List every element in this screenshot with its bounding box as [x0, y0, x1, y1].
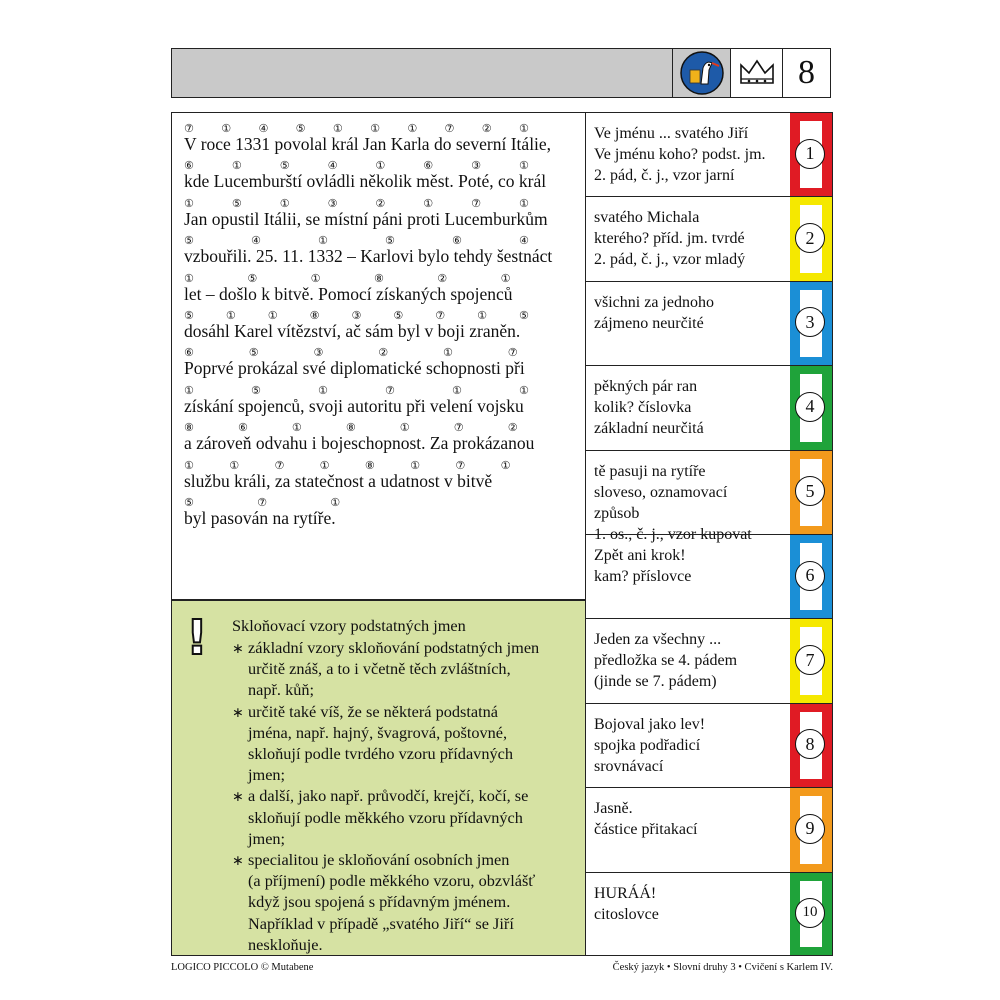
word-class-row	[585, 534, 833, 618]
word-class-mark: ①	[184, 196, 194, 210]
word-class-marks	[184, 421, 584, 433]
color-bar	[790, 282, 832, 365]
word-class-mark: ①	[279, 196, 290, 210]
word-class-mark: ⑥	[184, 159, 194, 173]
row-number: 4	[795, 392, 825, 422]
story-line: kde Lucemburští ovládli několik měst. Poté, co král	[184, 171, 547, 192]
word-class-row	[585, 787, 833, 871]
tip-line: neskloňuje.	[248, 934, 323, 954]
footer-right: Český jazyk • Slovní druhy 3 • Cvičení s Karlem IV.	[612, 962, 833, 973]
word-class-mark: ①	[370, 122, 380, 135]
word-class-mark: ③	[327, 196, 338, 210]
tip-line: specialitou je skloňování osobních jmen	[248, 850, 510, 869]
story-line: V roce 1331 povolal král Jan Karla do severní Itálie,	[184, 134, 552, 154]
tip-line: když jsou spojená s přídavným jménem.	[248, 892, 511, 912]
word-class-mark: ①	[519, 122, 529, 135]
story-line: službu králi, za statečnost a udatnost v bitvě	[184, 470, 493, 491]
word-class-mark: ④	[327, 159, 338, 173]
word-class-marks	[184, 272, 584, 284]
tip-line: základní vzory skloňování podstatných jmen	[248, 638, 540, 657]
word-class-mark: ④	[251, 234, 261, 248]
word-class-mark: ⑥	[237, 421, 248, 435]
tip-line: (a příjmení) podle měkkého vzoru, obzvlášť	[248, 871, 536, 891]
word-class-mark: ①	[477, 309, 487, 322]
row-number: 10	[795, 898, 825, 928]
word-class-mark: ⑧	[345, 421, 356, 435]
word-class-mark: ④	[519, 234, 529, 248]
word-class-mark: ①	[442, 346, 453, 360]
word-class-marks	[184, 122, 584, 134]
word-class-mark: ①	[410, 458, 421, 472]
tip-line: určitě také víš, že se některá podstatná	[248, 701, 498, 721]
word-class-mark: ⑤	[519, 309, 529, 322]
story-line: let – došlo k bitvě. Pomocí získaných spojenců	[184, 283, 513, 304]
word-class-row	[585, 703, 833, 787]
word-class-mark: ①	[225, 309, 236, 322]
word-class-mark: ⑤	[295, 122, 306, 135]
word-class-marks	[184, 309, 584, 321]
word-class-mark: ⑦	[435, 309, 446, 322]
row-text: Zpět ani krok! kam? příslovce	[594, 547, 692, 585]
story-line: a zároveň odvahu i bojeschopnost. Za prokázanou	[184, 433, 535, 454]
word-class-mark: ⑦	[184, 122, 194, 135]
row-number: 1	[795, 139, 825, 169]
tip-line: a další, jako např. průvodčí, krejčí, kočí, se	[248, 786, 529, 806]
word-class-row	[585, 112, 833, 196]
word-class-mark: ①	[231, 159, 242, 173]
row-text: HURÁÁ! citoslovce	[594, 884, 659, 923]
crown-cell	[730, 49, 782, 97]
row-number: 5	[795, 476, 825, 506]
word-class-mark: ⑥	[184, 346, 194, 360]
word-class-mark: ⑦	[385, 383, 395, 397]
word-class-mark: ①	[452, 383, 462, 397]
word-class-row	[585, 450, 833, 543]
footer-left: LOGICO PICCOLO © Mutabene	[171, 962, 314, 973]
story-line: získání spojenců, svoji autoritu při velení vojsku	[184, 395, 524, 416]
color-bar	[790, 873, 832, 955]
color-bar	[790, 113, 832, 196]
word-class-mark: ⑤	[385, 234, 395, 248]
row-number: 6	[795, 561, 825, 591]
word-class-row	[585, 281, 833, 365]
row-text: Bojoval jako lev! spojka podřadicí srovnávací	[594, 715, 706, 775]
bullet-icon: ∗	[232, 789, 244, 806]
word-class-mark: ①	[229, 458, 240, 472]
word-class-mark: ⑦	[455, 458, 466, 472]
crown-icon	[737, 57, 777, 89]
word-class-mark: ⑧	[184, 421, 194, 435]
row-number: 7	[795, 645, 825, 675]
word-class-mark: ①	[319, 458, 330, 472]
word-class-mark: ①	[399, 421, 410, 435]
word-class-mark: ②	[375, 196, 386, 210]
row-text: tě pasuji na rytíře sloveso, oznamovací způsob 1. os., č. j., vzor kupovat	[594, 462, 752, 543]
word-class-mark: ①	[267, 309, 278, 322]
word-class-mark: ⑤	[247, 271, 258, 285]
word-class-mark: ①	[318, 234, 328, 248]
color-bar	[790, 704, 832, 787]
tip-line: skloňují podle měkkého vzoru přídavných	[248, 807, 523, 827]
word-class-row	[585, 196, 833, 280]
row-number: 9	[795, 814, 825, 844]
word-class-mark: ①	[375, 159, 386, 173]
logo-cell	[672, 49, 730, 97]
tip-line: jména, např. hajný, švagrová, poštovné,	[248, 722, 508, 742]
row-text: všichni za jednoho zájmeno neurčité	[594, 293, 714, 332]
word-class-row	[585, 365, 833, 449]
word-class-mark: ①	[291, 421, 302, 435]
color-bar	[790, 451, 832, 534]
word-class-marks	[184, 384, 584, 396]
word-class-mark: ①	[332, 122, 343, 135]
tip-line: např. kůň;	[248, 680, 315, 700]
word-class-mark: ⑧	[373, 271, 384, 285]
word-class-mark: ①	[318, 383, 328, 397]
word-class-mark: ②	[378, 346, 389, 360]
word-class-mark: ④	[258, 122, 269, 135]
word-class-mark: ⑦	[453, 421, 464, 435]
word-class-mark: ⑤	[279, 159, 290, 173]
word-class-mark: ②	[507, 421, 518, 435]
bullet-icon: ∗	[232, 641, 244, 657]
row-text: Ve jménu ... svatého Jiří Ve jménu koho? podst. jm. 2. pád, č. j., vzor jarní	[594, 125, 766, 184]
word-class-mark: ⑤	[251, 383, 261, 397]
tip-line: určitě znáš, a to i včetně těch zvláštních,	[248, 659, 511, 679]
word-class-marks	[184, 459, 584, 471]
word-class-mark: ⑧	[364, 458, 375, 472]
word-class-mark: ⑤	[184, 496, 194, 509]
word-class-mark: ⑦	[274, 458, 285, 472]
page-header	[171, 48, 831, 98]
page-number: 8	[782, 49, 830, 97]
row-text: Jasně. částice přitakací	[594, 800, 698, 839]
word-class-mark: ⑦	[444, 122, 455, 135]
word-class-mark: ②	[481, 122, 492, 135]
tip-line: jmen;	[248, 828, 286, 848]
row-text: Jeden za všechny ... předložka se 4. pádem (jinde se 7. pádem)	[594, 631, 738, 691]
story-line: dosáhl Karel vítězství, ač sám byl v boji zraněn.	[184, 321, 521, 341]
story-line: Jan opustil Itálii, se místní páni proti Lucemburkům	[184, 208, 548, 229]
row-number: 3	[795, 307, 825, 337]
word-class-mark: ①	[519, 383, 529, 397]
word-class-mark: ①	[519, 159, 529, 173]
word-class-mark: ⑦	[257, 496, 267, 509]
word-class-row	[585, 872, 833, 956]
word-class-mark: ⑥	[452, 234, 462, 248]
word-class-mark: ①	[184, 271, 194, 285]
word-class-mark: ③	[471, 159, 482, 173]
word-class-marks	[184, 496, 584, 508]
color-bar	[790, 788, 832, 871]
word-class-mark: ①	[500, 271, 511, 285]
word-class-mark: ⑤	[248, 346, 259, 360]
word-class-mark: ⑤	[184, 309, 194, 322]
word-class-mark: ⑤	[231, 196, 242, 210]
color-bar	[790, 619, 832, 702]
word-class-mark: ⑤	[393, 309, 404, 322]
word-class-mark: ①	[184, 458, 194, 472]
bullet-icon: ∗	[232, 853, 244, 869]
word-class-row	[585, 618, 833, 702]
row-number: 2	[795, 223, 825, 253]
word-class-marks	[184, 197, 584, 209]
word-class-marks	[184, 159, 584, 171]
color-bar	[790, 197, 832, 280]
tip-line: skloňují podle tvrdého vzoru přídavných	[248, 744, 513, 763]
word-class-mark: ③	[313, 346, 324, 360]
word-class-mark: ③	[351, 309, 362, 322]
story-line: Poprvé prokázal své diplomatické schopnosti při	[184, 358, 525, 379]
row-text: pěkných pár ran kolik? číslovka základní neurčitá	[594, 378, 704, 438]
word-class-mark: ①	[407, 122, 418, 135]
tip-title: Skloňovací vzory podstatných jmen	[232, 616, 466, 635]
tip-line: Například v případě „svatého Jiří“ se Jiří	[248, 913, 514, 933]
word-class-mark: ②	[437, 271, 448, 285]
word-class-mark: ⑧	[309, 309, 320, 322]
color-bar	[790, 366, 832, 449]
word-class-list	[585, 112, 833, 956]
word-class-marks	[184, 346, 584, 358]
word-class-mark: ①	[519, 196, 529, 210]
word-class-marks	[184, 234, 584, 246]
word-class-mark: ⑦	[471, 196, 482, 210]
tip-line: jmen;	[248, 765, 286, 785]
word-class-mark: ①	[184, 383, 194, 397]
word-class-mark: ①	[500, 458, 511, 472]
word-class-mark: ⑦	[507, 346, 518, 360]
exclamation-icon: !	[186, 610, 208, 666]
word-class-mark: ①	[423, 196, 434, 210]
row-number: 8	[795, 729, 825, 759]
word-class-mark: ⑥	[423, 159, 434, 173]
stork-emblem-icon	[679, 50, 725, 96]
word-class-mark: ①	[310, 271, 321, 285]
row-text: svatého Michala kterého? příd. jm. tvrdé 2. pád, č. j., vzor mladý	[594, 209, 746, 269]
bullet-icon: ∗	[232, 704, 244, 721]
color-bar	[790, 535, 832, 618]
story-line: vzbouřili. 25. 11. 1332 – Karlovi bylo tehdy šestnáct	[184, 246, 553, 267]
word-class-mark: ①	[330, 496, 341, 509]
word-class-mark: ⑤	[184, 234, 194, 248]
story-line: byl pasován na rytíře.	[184, 508, 336, 528]
word-class-mark: ①	[221, 122, 232, 135]
